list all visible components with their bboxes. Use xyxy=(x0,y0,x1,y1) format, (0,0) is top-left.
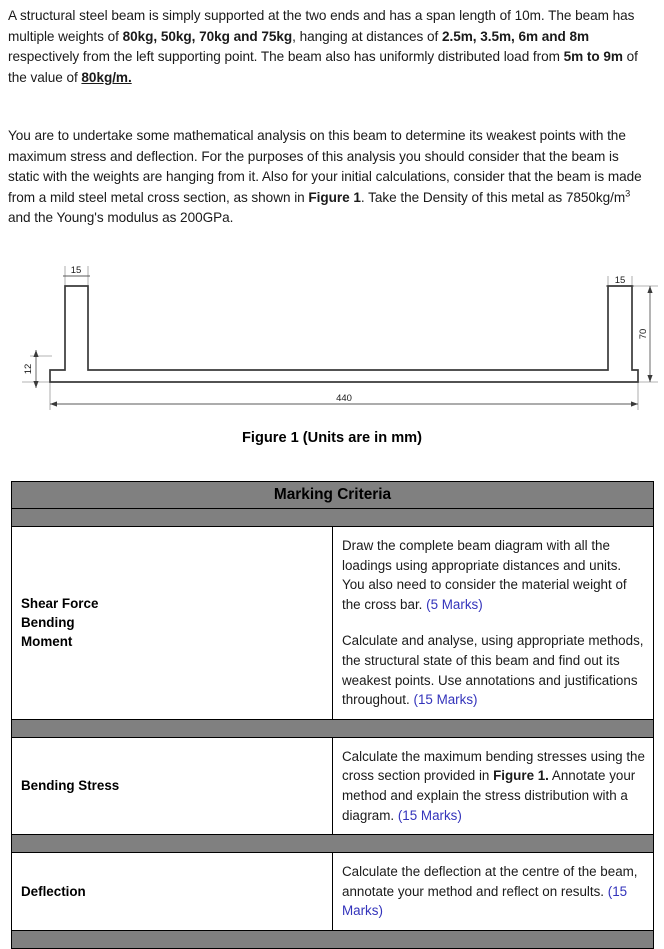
table-spacer-row xyxy=(12,719,654,737)
table-title-row xyxy=(12,482,654,509)
criterion-line-3: Moment xyxy=(21,634,73,650)
intro-text-part-4: of the value of xyxy=(8,49,638,85)
table-row xyxy=(12,737,654,834)
intro-text-part-3: respectively from the left supporting point. The beam also has uniformly distributed load from xyxy=(8,49,564,65)
table-title-cell: Marking Criteria xyxy=(12,482,654,509)
description-text-2: Calculate and analyse, using appropriate methods, the structural state of this beam and find out its weakest points. Use annotations and justifications throughout. xyxy=(342,633,644,708)
criterion-label-deflection: Deflection xyxy=(12,853,333,931)
marks-badge-1: (5 Marks) xyxy=(426,596,483,612)
table-row xyxy=(12,527,654,720)
table-spacer-row xyxy=(12,930,654,948)
criterion-description-bending-stress xyxy=(333,737,654,834)
table-spacer-row xyxy=(12,835,654,853)
marks-badge-4: (15 Marks) xyxy=(342,883,628,919)
task-paragraph xyxy=(8,126,648,229)
intro-distances-bold: 2.5m, 3.5m, 6m and 8m xyxy=(441,28,590,44)
criterion-line-1: Shear Force xyxy=(21,596,99,612)
table-spacer-row xyxy=(12,509,654,527)
dimension-extension-lines xyxy=(22,266,658,410)
cross-section-drawing xyxy=(0,252,664,420)
intro-weights-bold: 80kg, 50kg, 70kg and 75kg xyxy=(122,28,293,44)
task-text-part-1: You are to undertake some mathematical analysis on this beam to determine its weakest points with the maximum stress and deflection. For the purposes of this analysis you should consider that the beam is static with the weights are hanging from it. Also for your initial calculations, consider that the beam is made from a mild steel metal cross section, as shown in xyxy=(8,128,642,205)
description-paragraph-2 xyxy=(342,631,645,709)
description-paragraph-1 xyxy=(342,536,645,614)
density-exponent: 3 xyxy=(625,188,631,199)
marks-badge-3: (15 Marks) xyxy=(397,807,462,823)
criterion-label-shear-force-bending-moment xyxy=(12,527,333,720)
marks-badge-2: (15 Marks) xyxy=(413,692,478,708)
dim-label-left-flange-width: 15 xyxy=(70,265,82,276)
intro-text-part-1: A structural steel beam is simply supported at the two ends and has a span length of 10m. The beam has multiple weights of xyxy=(8,8,635,44)
description-text-3b: Annotate your method and explain the stress distribution with a diagram. xyxy=(342,768,636,823)
criterion-description-deflection xyxy=(333,853,654,931)
description-paragraph-3 xyxy=(342,747,645,825)
figure-reference-bold: Figure 1. xyxy=(493,768,549,784)
spacer-cell-4 xyxy=(12,930,654,948)
intro-udl-range-bold: 5m to 9m xyxy=(563,49,623,65)
task-figure-reference-bold: Figure 1 xyxy=(308,189,361,205)
dim-label-base-thickness: 12 xyxy=(23,363,34,375)
dimension-lines xyxy=(36,276,650,404)
intro-paragraph xyxy=(8,6,648,88)
marking-criteria-table xyxy=(11,481,654,949)
spacer-cell-2 xyxy=(12,719,654,737)
dim-label-overall-width: 440 xyxy=(336,393,352,404)
intro-udl-value-bold-underline: 80kg/m. xyxy=(81,69,132,85)
criterion-line-2: Bending xyxy=(21,615,75,631)
dimension-arrowheads xyxy=(33,286,652,407)
dim-label-right-flange-width: 15 xyxy=(614,275,626,286)
figure-caption: Figure 1 (Units are in mm) xyxy=(241,430,423,446)
criterion-description-shear-force-bending-moment xyxy=(333,527,654,720)
spacer-cell-1 xyxy=(12,509,654,527)
task-text-part-2: . Take the Density of this metal as 7850kg/m xyxy=(360,189,626,205)
cross-section-outline xyxy=(50,286,638,382)
description-paragraph-4 xyxy=(342,862,645,921)
description-text-4: Calculate the deflection at the centre of the beam, annotate your method and reflect on results. xyxy=(342,864,638,899)
spacer-cell-3 xyxy=(12,835,654,853)
table-row xyxy=(12,853,654,931)
criterion-label-bending-stress: Bending Stress xyxy=(12,737,333,834)
task-text-part-3: and the Young's modulus as 200GPa. xyxy=(8,210,234,226)
description-text-1: Draw the complete beam diagram with all the loadings using appropriate distances and units. You also need to consider the material weight of the cross bar. xyxy=(342,538,627,612)
intro-text-part-2: , hanging at distances of xyxy=(292,28,442,44)
dim-label-overall-height: 70 xyxy=(638,328,649,340)
description-text-3a: Calculate the maximum bending stresses using the cross section provided in xyxy=(342,748,645,784)
